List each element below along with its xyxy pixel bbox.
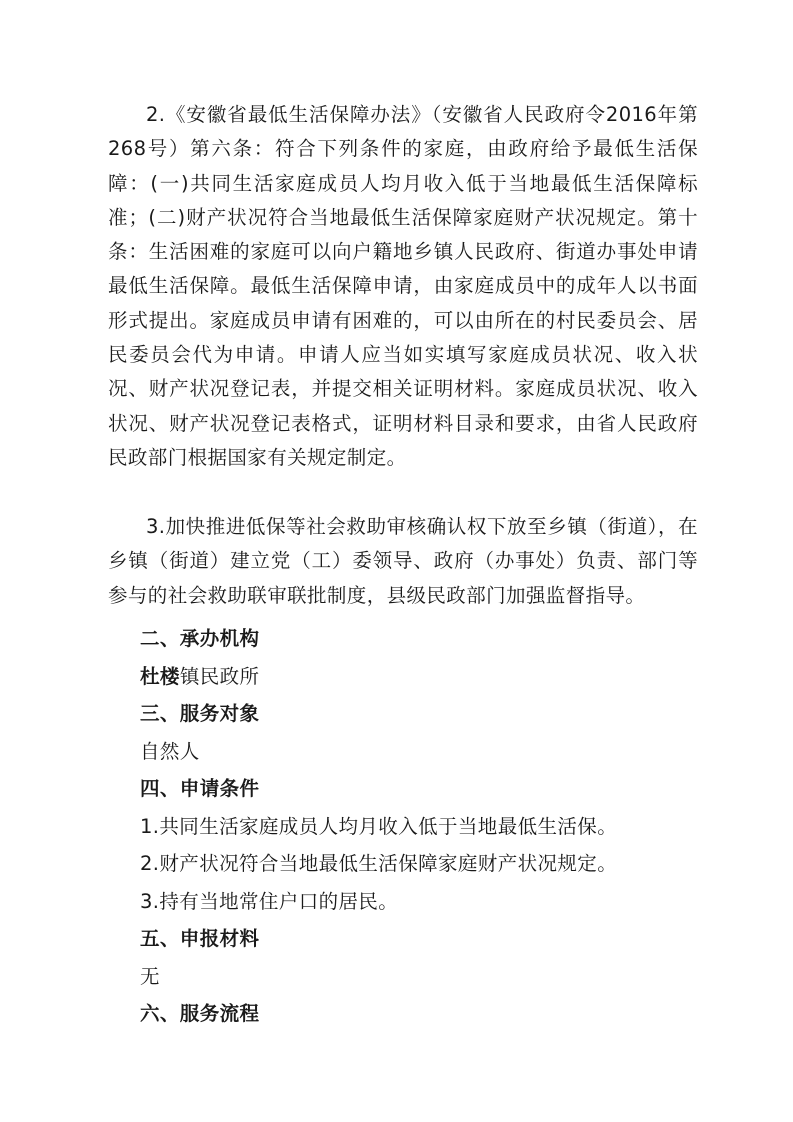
basis-paragraph-3: 3.加快推进低保等社会救助审核确认权下放至乡镇（街道），在乡镇（街道）建立党（工）委领导、政府（办事处）负责、部门等参与的社会救助联审联批制度，县级民政部门加强监督指导。 [108, 515, 698, 607]
organizer-text [140, 660, 259, 694]
section-heading-process: 六、服务流程 [140, 1002, 260, 1025]
section-heading-service-target: 三、服务对象 [140, 702, 260, 725]
organizer-office: 镇民政所 [179, 665, 260, 688]
section-heading-conditions: 四、申请条件 [140, 777, 260, 800]
section-heading-organizer: 二、承办机构 [140, 627, 260, 650]
service-target-text: 自然人 [140, 740, 200, 763]
condition-item: 1.共同生活家庭成员人均月收入低于当地最低生活保。 [140, 815, 618, 838]
materials-text: 无 [140, 965, 160, 988]
condition-item: 3.持有当地常住户口的居民。 [140, 890, 399, 913]
organizer-town: 杜楼 [140, 665, 180, 688]
section-heading-materials: 五、申报材料 [140, 927, 260, 950]
condition-item: 2.财产状况符合当地最低生活保障家庭财产状况规定。 [140, 852, 618, 875]
basis-paragraph-2: 2.《安徽省最低生活保障办法》（安徽省人民政府令2016年第268号）第六条：符合下列条件的家庭，由政府给予最低生活保障：(一)共同生活家庭成员人均月收入低于当地最低生活保障标准；(二)财产状况符合当地最低生活保障家庭财产状况规定。第十条：生活困难的家庭可以向户籍地乡镇人民政府、街道办事处申请最低生活保障。最低生活保障申请，由家庭成员中的成年人以书面形式提出。家庭成员申请有困难的，可以由所在的村民委员会、居民委员会代为申请。申请人应当如实填写家庭成员状况、收入状况、财产状况登记表，并提交相关证明材料。家庭成员状况、收入状况、财产状况登记表格式，证明材料目录和要求，由省人民政府民政部门根据国家有关规定制定。 [108, 103, 698, 469]
